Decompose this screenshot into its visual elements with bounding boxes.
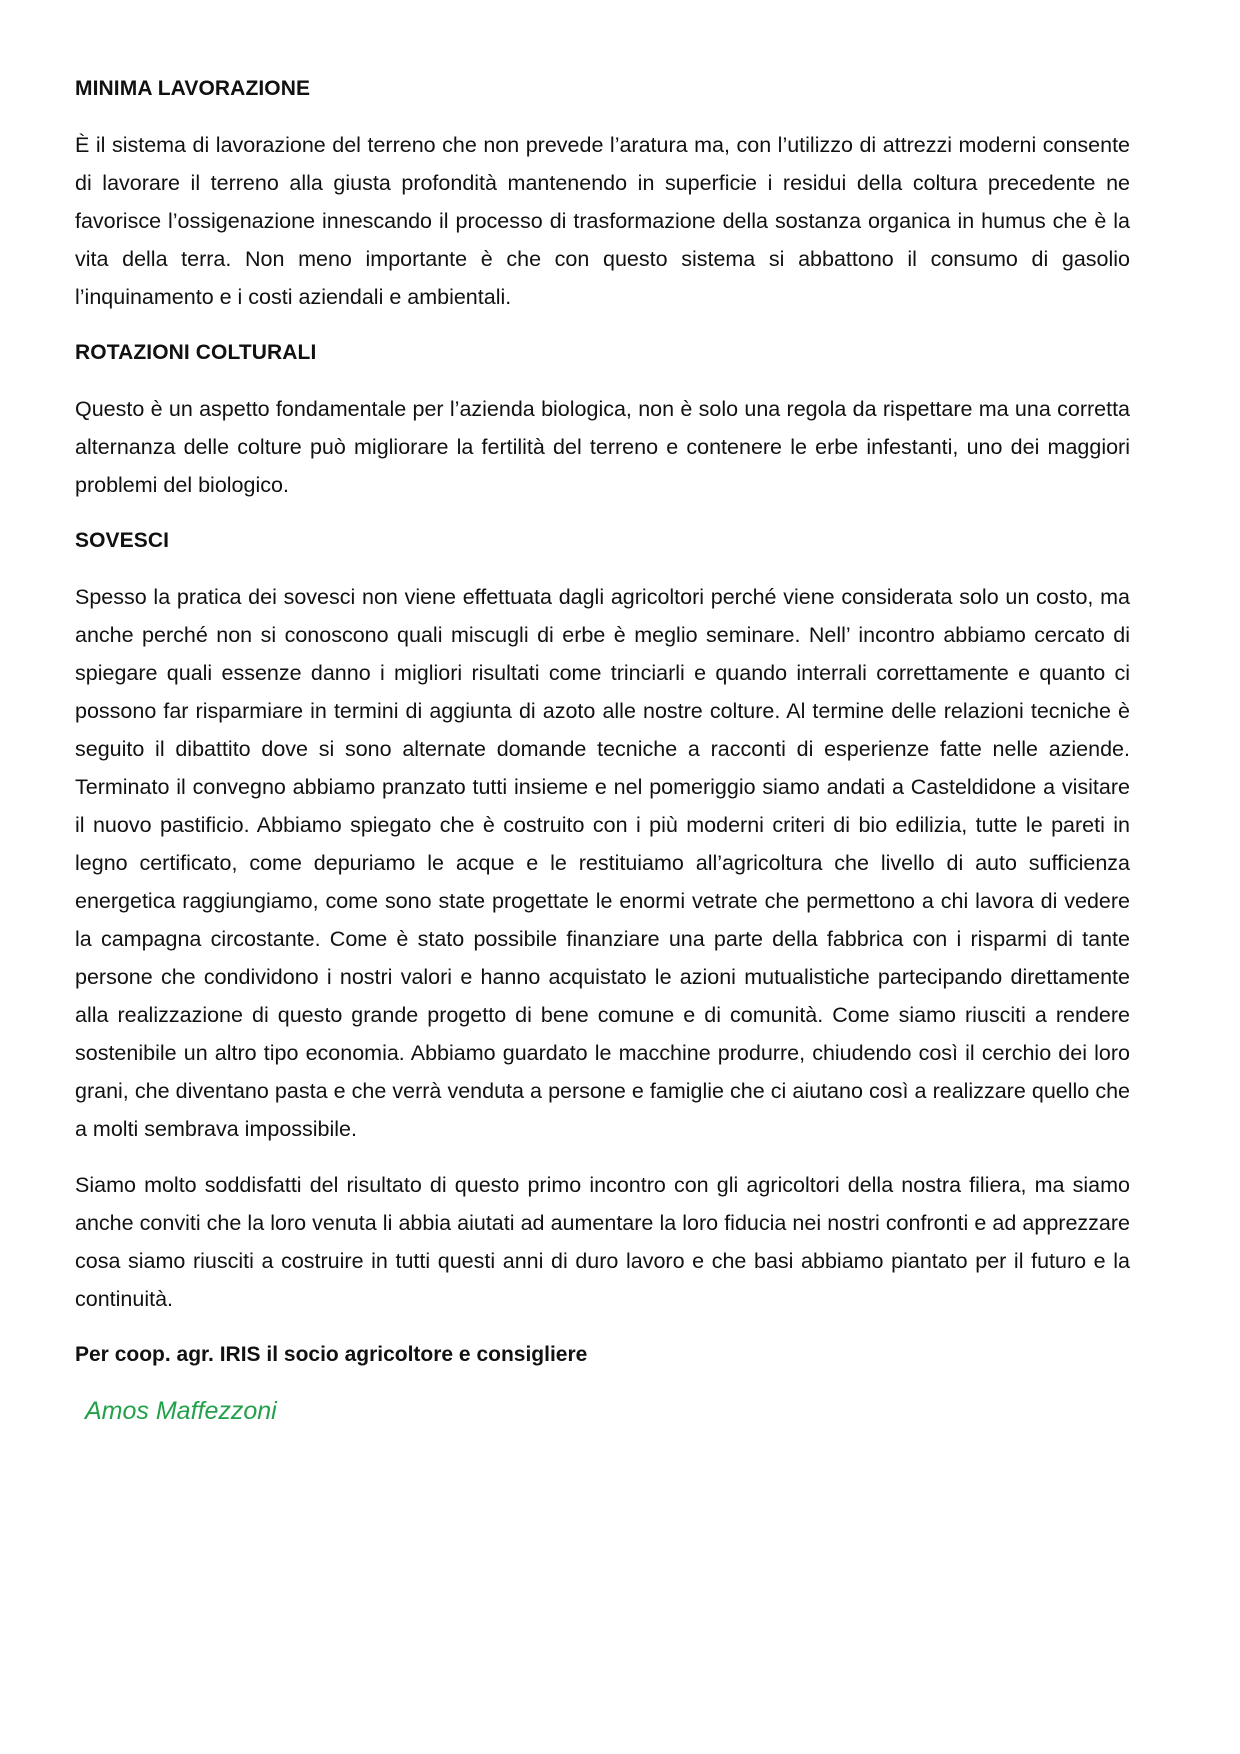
paragraph: Spesso la pratica dei sovesci non viene effettuata dagli agricoltori perché viene considerata solo un costo, ma anche perché non si conoscono quali miscugli di erbe è meglio seminare. Nell’ incontro abbiamo cercato di spiegare quali essenze danno i migliori risultati come trinciarli e quando interrali correttamente e quanto ci possono far risparmiare in termini di aggiunta di azoto alle nostre colture. Al termine delle relazioni tecniche è seguito il dibattito dove si sono alternate domande tecniche a racconti di esperienze fatte nelle aziende. Terminato il convegno abbiamo pranzato tutti insieme e nel pomeriggio siamo andati a Casteldidone a visitare il nuovo pastificio. Abbiamo spiegato che è costruito con i più moderni criteri di bio edilizia, tutte le pareti in legno certificato, come depuriamo le acque e le restituiamo all’agricoltura che livello di auto sufficienza energetica raggiungiamo, come sono state progettate le enormi vetrate che permettono a chi lavora di vedere la campagna circostante. Come è stato possibile finanziare una parte della fabbrica con i risparmi di tante persone che condividono i nostri valori e hanno acquistato le azioni mutualistiche partecipando direttamente alla realizzazione di questo grande progetto di bene comune e di comunità. Come siamo riusciti a rendere sostenibile un altro tipo economia. Abbiamo guardato le macchine produrre, chiudendo così il cerchio dei loro grani, che diventano pasta e che verrà venduta a persone e famiglie che ci aiutano così a realizzare quello che a molti sembrava impossibile. [75,585,1130,1141]
paragraph: Siamo molto soddisfatti del risultato di questo primo incontro con gli agricoltori della nostra filiera, ma siamo anche conviti che la loro venuta li abbia aiutati ad aumentare la loro fiducia nei nostri confronti e ad apprezzare cosa siamo riusciti a costruire in tutti questi anni di duro lavoro e che basi abbiamo piantato per il futuro e la continuità. [75,1173,1130,1311]
section-minima-lavorazione [75,70,1130,316]
section-heading: MINIMA LAVORAZIONE [75,77,311,100]
section-heading: SOVESCI [75,529,170,552]
document-page [75,70,1130,1430]
section-sovesci [75,522,1130,1318]
signature-block [75,1336,1130,1430]
section-heading: ROTAZIONI COLTURALI [75,341,317,364]
signature-line: Per coop. agr. IRIS il socio agricoltore e consigliere [75,1343,588,1366]
section-rotazioni-colturali [75,334,1130,504]
paragraph: Questo è un aspetto fondamentale per l’azienda biologica, non è solo una regola da rispettare ma una corretta alternanza delle colture può migliorare la fertilità del terreno e contenere le erbe infestanti, uno dei maggiori problemi del biologico. [75,397,1130,497]
signature-name: Amos Maffezzoni [85,1397,277,1425]
paragraph: È il sistema di lavorazione del terreno che non prevede l’aratura ma, con l’utilizzo di attrezzi moderni consente di lavorare il terreno alla giusta profondità mantenendo in superficie i residui della coltura precedente ne favorisce l’ossigenazione innescando il processo di trasformazione della sostanza organica in humus che è la vita della terra. Non meno importante è che con questo sistema si abbattono il consumo di gasolio l’inquinamento e i costi aziendali e ambientali. [75,133,1130,309]
